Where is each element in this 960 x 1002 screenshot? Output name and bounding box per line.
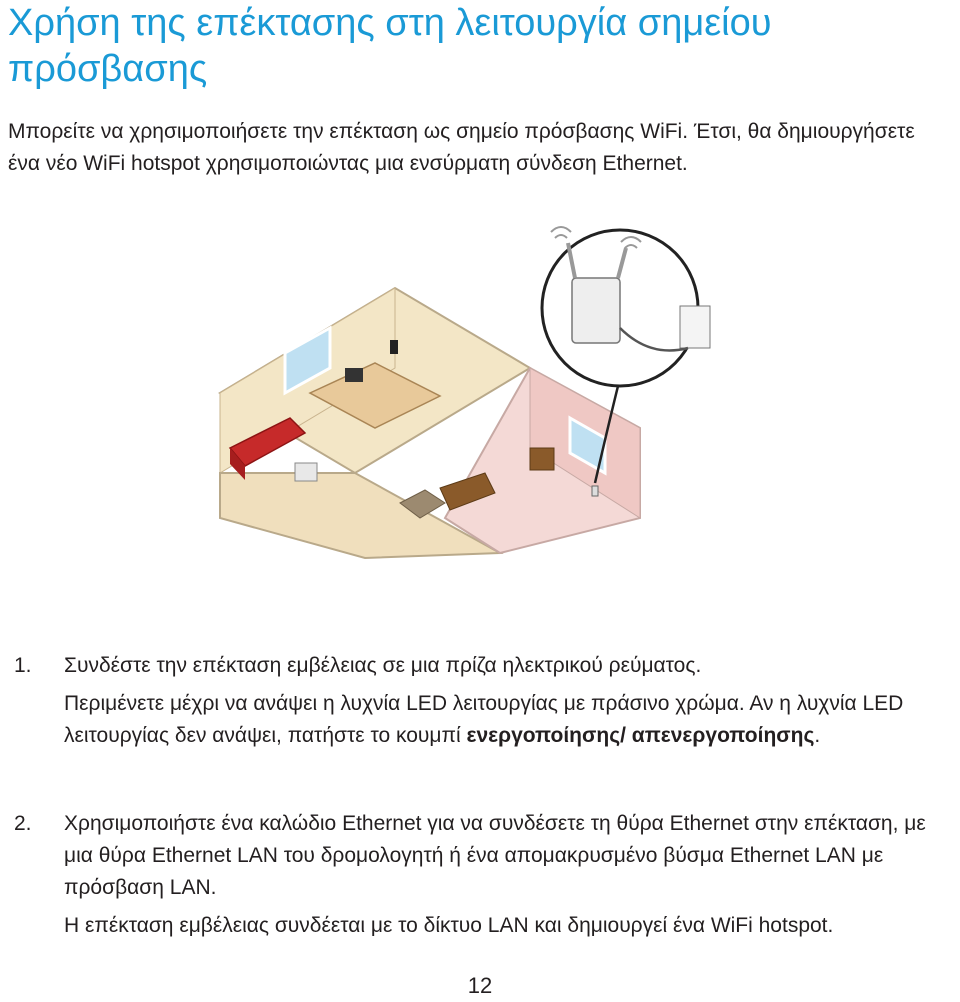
step-2 [14,808,934,942]
house-floorplan-illustration [200,218,740,568]
monitor [345,368,363,382]
page-title: Χρήση της επέκτασης στη λειτουργία σημείου πρόσβασης [8,2,772,90]
power-button-label: ενεργοποίησης/ απενεργοποίησης [466,724,815,747]
page-number: 12 [467,973,493,998]
step-number: 1. [14,654,32,677]
side-table [295,463,317,481]
extender-device [572,278,620,343]
wall-ethernet-jack [680,306,710,348]
step-text: Συνδέστε την επέκταση εμβέλειας σε μια πρίζα ηλεκτρικού ρεύματος. [64,654,702,677]
step-note: Η επέκταση εμβέλειας συνδέεται με το δίκτυο LAN και δημιουργεί ένα WiFi hotspot. [64,914,834,937]
step-number: 2. [14,812,32,835]
step-1 [14,650,934,752]
extender-small [592,486,598,496]
step-text: Χρησιμοποιήστε ένα καλώδιο Ethernet για να συνδέσετε τη θύρα Ethernet στην επέκταση, με μια θύρα Ethernet LAN του δρομολογητή ή ένα απομακρυσμένο βύσμα Ethernet LAN με πρόσβαση LAN. [64,812,926,899]
router [390,340,398,354]
step-note: Περιμένετε μέχρι να ανάψει η λυχνία LED λειτουργίας με πράσινο χρώμα. Αν η λυχνία LED λειτουργίας δεν ανάψει, πατήστε το κουμπί ενεργοποίησης/ απενεργοποίησης. [64,692,904,747]
wifi-signal-icon [551,227,571,238]
intro-paragraph: Μπορείτε να χρησιμοποιήσετε την επέκταση ως σημείο πρόσβασης WiFi. Έτσι, θα δημιουργήσετε ένα νέο WiFi hotspot χρησιμοποιώντας μια ενσύρματη σύνδεση Ethernet. [8,120,915,175]
nightstand [530,448,554,470]
